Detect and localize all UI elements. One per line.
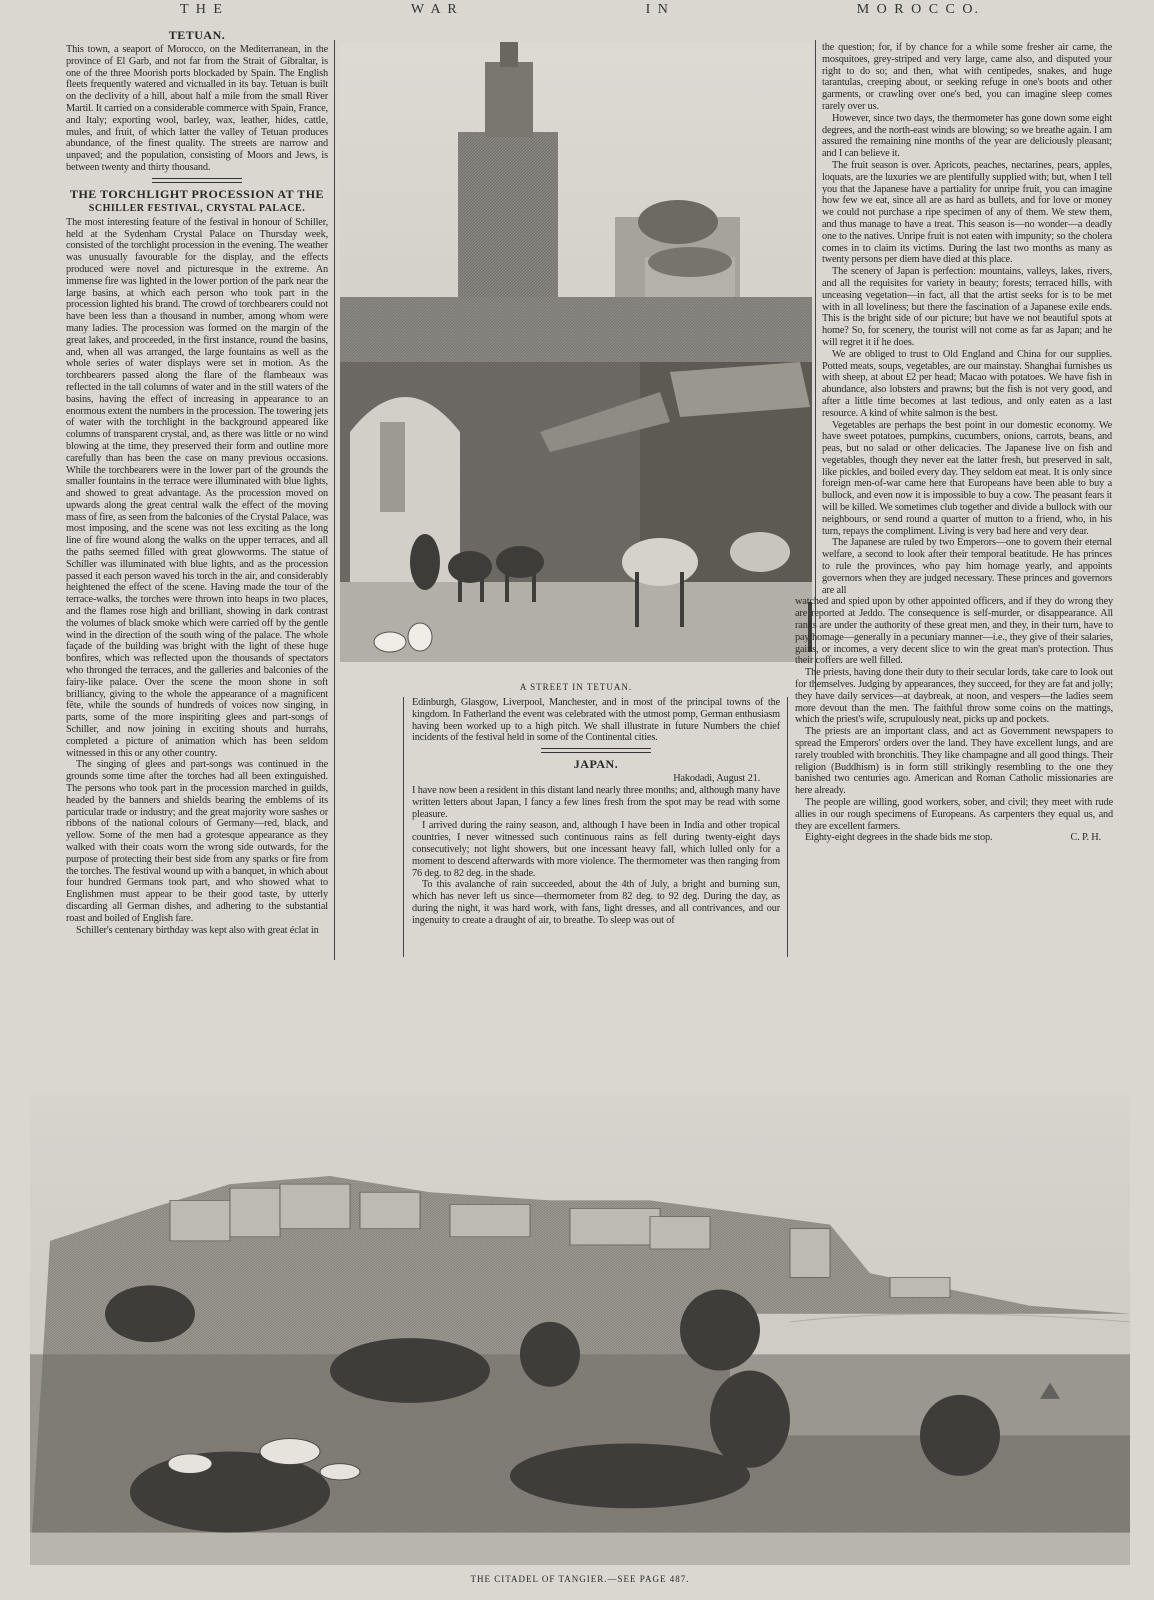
tetuan-heading: TETUAN. <box>168 28 226 42</box>
section-divider <box>541 748 651 753</box>
masthead-word: T H E <box>180 2 224 17</box>
masthead-word: M O R O C C O. <box>856 2 980 17</box>
torchlight-paragraph: Edinburgh, Glasgow, Liverpool, Manchester, and in most of the principal towns of the kingdom. In Fatherland the event was celebrated with the utmost pomp, German enthusiasm having been worked up to a high pitch. We shall illustrate in future Numbers the chief incidents of the festival held in some of the Continental cities. <box>412 697 780 744</box>
column-rule <box>787 697 788 957</box>
column-rule <box>403 697 404 957</box>
japan-paragraph: the question; for, if by chance for a while some fresher air came, the mosquitoes, grey-striped and very large, came also, and disputed your right to do so; and then, what with centipedes, snakes, and huge tarantulas, creeping about, or seeking refuge in one's boots and other garments, or crawling over one's bed, you can imagine sleep comes rarely over us. <box>822 42 1112 112</box>
japan-paragraph: The scenery of Japan is perfection: mountains, valleys, lakes, rivers, and all the requisites for variety in beauty; forests; terraced hills, with unceasing vegetation—in fact, all that the artist seeks for is to be met with in all loveliness; but there the fascination of a Japanese exile ends. This is the bright side of our picture; but have we not beautiful spots at home? So, for scenery, the tourist will not come as far as Japan; and he will regret it if he does. <box>822 266 1112 348</box>
japan-signature: C. P. H. <box>1070 832 1101 844</box>
masthead-word: W A R <box>410 2 459 17</box>
japan-paragraph: I have now been a resident in this distant land nearly three months; and, although many have written letters about Japan, I fancy a few lines fresh from the spot may be read with some pleasure. <box>412 784 780 820</box>
citadel-of-tangier-engraving <box>30 1095 1130 1565</box>
japan-paragraph: Vegetables are perhaps the best point in our domestic economy. We have sweet potatoes, pumpkins, cucumbers, onions, carrots, beans, and peas, but no salad or other delicacies. The Japanese live on fish and vegetables, though they never eat the latter fresh, but preserved in salt, like pickles, and boiled every day. They seldom eat meat. It is only since foreign men-of-war came here that Europeans have been able to buy a bullock, and even now it is impossible to buy a cow. The peasant fears it will be killed. We sometimes club together and divide a bullock with our neighbours, or send round a quarter of mutton to a friend, who, in his turn, repays the compliment. Living is very bad here and very dear. <box>822 419 1112 537</box>
column-rule <box>334 40 335 960</box>
torchlight-paragraph: The most interesting feature of the festival in honour of Schiller, held at the Sydenham Crystal Palace on Thursday week, consisted of the torchlight procession in the evening. The weather was unusually favourable for the display, and the effects produced were novel and picturesque in the extreme. An immense fire was lighted in the lower portion of the park near the large basins, at which each person who took part in the procession lighted his brand. The crowd of torchbearers could not have been less than a thousand in number, among whom were many ladies. The procession was formed on the margin of the great lakes, and proceeded, in the first instance, round the basins, and, when all was arranged, the large fountains as well as the whole series of water displays were set in motion. As the torchbearers passed along the flare of the flambeaux was reflected in the tall columns of water and in the still waters of the basins, having the effect of increasing in appearance to an enormous extent the numbers in the procession. The towering jets of water with the torchlight in the background appeared like columns of transparent crystal, and, as there was little or no wind blowing at the time, they preserved their form and outline more carefully than has been the case on many previous occasions. While the torchbearers were in the lower part of the grounds the smaller fountains in the terrace were illuminated with blue lights, and showed to great advantage. As the procession moved on upwards along the great central walk the effect of the moving mass of fire, as seen from the balconies of the Crystal Palace, was most imposing, and the scene was not less exciting as the long line of fire wound along the walks on the upper terraces, and all the paths seemed filled with great glowworms. The statue of Schiller was illuminated with blue lights, and as the procession passed it each person waved his torch in the air, and considerably heightened the effect of the scene. Having made the tour of the terrace-walks, the torches were thrown into heaps in two places, and the flames rose high and brilliant, showing in dark contrast the volumes of black smoke which were carried off by the gentle wind in the direction of the south wing of the palace. The whole façade of the building was bright with the light of these huge bonfires, which was reflected upon the thousands of spectators who thronged the terraces, and the galleries and balconies of the fairy-like palace. Over the scene the moon shone in soft brilliancy, giving to the whole the appearance of a magnificent fête, while the sounds of hundreds of voices now singing, in parts, some of the more inspiriting glees and part-songs of Schiller, and now joining in exciting shouts and hurrahs, completed a picture of animation which has been seldom witnessed in this or any other country. <box>66 216 328 759</box>
japan-paragraph: I arrived during the rainy season, and, although I have been in India and other tropical countries, I never witnessed such continuous rains as fell during twenty-eight days consecutively; not light showers, but one incessant heavy fall, which lulled only for a moment to descend afterwards with more violence. The thermometer was then ranging from 76 deg. to 82 deg. in the shade. <box>412 820 780 879</box>
japan-paragraph: The priests, having done their duty to their secular lords, take care to look out for themselves. Judging by appearances, they succeed, for they are fat and jolly; they have daily services—at daybreak, at noon, and vespers—the ladies seem more devout than the men. The faithful throw some coins on the mattings, which the priest's wife, scrupulously neat, picks up and pockets. <box>795 667 1113 726</box>
right-column <box>822 42 1112 596</box>
tetuan-body: This town, a seaport of Morocco, on the Mediterranean, in the province of El Garb, and not far from the Strait of Gibraltar, is one of the three Moorish ports blockaded by Spain. The English fleets frequently watered and victualled in its bay. Tetuan is built on the declivity of a hill, about half a mile from the small River Martil. It carried on a considerable commerce with Spain, France, and Italy; exporting wool, barley, wax, leather, hides, cattle, mules, and fruit, of which latter the valley of Tetuan produces abundance, of the finest quality. The streets are narrow and unpaved; and the population, consisting of Moors and Jews, is between twenty and thirty thousand. <box>66 44 328 173</box>
masthead-word: I N <box>645 2 670 17</box>
japan-paragraph: The Japanese are ruled by two Emperors—one to govern their eternal welfare, a second to look after their temporal beatitude. He has princes to rule the provinces, who pay him homage yearly, and appoints governors when they are judged necessary. These princes and governors are all <box>822 537 1112 596</box>
japan-paragraph: The people are willing, good workers, sober, and civil; they meet with rude allies in our rough specimens of Europeans. As carpenters they equal us, and they are excellent farmers. <box>795 797 1113 832</box>
japan-heading: JAPAN. <box>573 757 619 772</box>
street-caption: A STREET IN TETUAN. <box>519 682 633 692</box>
japan-paragraph: To this avalanche of rain succeeded, about the 4th of July, a bright and burning sun, which has never left us since—thermometer from 82 deg. to 92 deg. During the day, as during the night, it was hard work, with fans, light dresses, and all contrivances, and our ingenuity to create a draught of air, to breathe. To sleep was out of <box>412 879 780 926</box>
citadel-caption: THE CITADEL OF TANGIER.—SEE PAGE 487. <box>470 1574 690 1584</box>
masthead <box>180 2 980 18</box>
middle-column <box>412 697 780 927</box>
torchlight-subheading: SCHILLER FESTIVAL, CRYSTAL PALACE. <box>88 202 306 214</box>
torchlight-paragraph: Schiller's centenary birthday was kept also with great éclat in <box>76 924 319 936</box>
japan-closing: Eighty-eight degrees in the shade bids me stop. <box>805 832 993 844</box>
street-in-tetuan-engraving <box>340 42 812 672</box>
section-divider <box>152 178 242 183</box>
right-column-group <box>795 42 1113 844</box>
japan-paragraph: The fruit season is over. Apricots, peaches, nectarines, pears, apples, loquats, are the luxuries we are plentifully supplied with; but, when I tell you that the Japanese have a partiality for unripe fruit, you can imagine how few we eat, since all are as hard as bullets, and for love or money we could not purchase a ripe specimen of any of them. We stew them, and thus manage to have a treat. This season is—no wonder—a deadly one to the natives. Unripe fruit is not eaten with impunity; so the cholera comes in to claim its victims. During the last two months as many as twenty persons per diem have died at this place. <box>822 159 1112 266</box>
right-wide-column <box>795 596 1113 844</box>
torchlight-heading: THE TORCHLIGHT PROCESSION AT THE <box>69 186 325 201</box>
japan-paragraph: However, since two days, the thermometer has gone down some eight degrees, and the north-east winds are blowing; so we breathe again. I am assured the remaining nine months of the year are deliciously pleasant; and I can believe it. <box>822 112 1112 160</box>
japan-paragraph: We are obliged to trust to Old England and China for our supplies. Potted meats, soups, vegetables, are our mainstay. Shanghai furnishes us with sheep, at about £2 per head; Macao with potatoes. We have fish in abundance, also lobsters and prawns; but the fish is not very good, and after a little time becomes at last tedious, and only eaten as a last resource. A kind of white salmon is the best. <box>822 348 1112 419</box>
japan-dateline: Hakodadi, August 21. <box>673 773 760 785</box>
japan-paragraph: The priests are an important class, and act as Government newspapers to spread the Emperors' orders over the land. They have excellent lungs, and are rarely troubled with bronchitis. They like champagne and all good things. Their religion (Buddhism) is in form still strikingly resembling to the one they banished two centuries ago. American and Roman Catholic missionaries are here already. <box>795 726 1113 797</box>
torchlight-paragraph: The singing of glees and part-songs was continued in the grounds some time after the torches had all been extinguished. The persons who took part in the procession marched in guilds, headed by the banners and shields bearing the emblems of its particular trade or industry; and the great majority wore sashes or ribbons of the national colours of Germany—red, black, and yellow. Some of the men had a grotesque appearance as they walked with their coats worn the wrong side outwards, for the purpose of protecting their best side from any sparks or fire from the torches. The festival wound up with a banquet, in which about four hundred Germans took part, and who showed what to Englishmen must appear to be their good taste, by utterly discarding all German dishes, and adhering to the substantial roast and boiled of English fare. <box>66 759 329 924</box>
left-column <box>66 26 328 936</box>
japan-paragraph: watched and spied upon by other appointed officers, and if they do wrong they are reported at Jeddo. The consequence is self-murder, or disappearance. All ranks are under the authority of these great men, and they, in their turn, have to pay homage—generally in a pecuniary manner—i.e., they give of their salaries, gains, or incomes, a very decent slice to win the great man's protection. Thus their coffers are well filled. <box>795 596 1113 667</box>
